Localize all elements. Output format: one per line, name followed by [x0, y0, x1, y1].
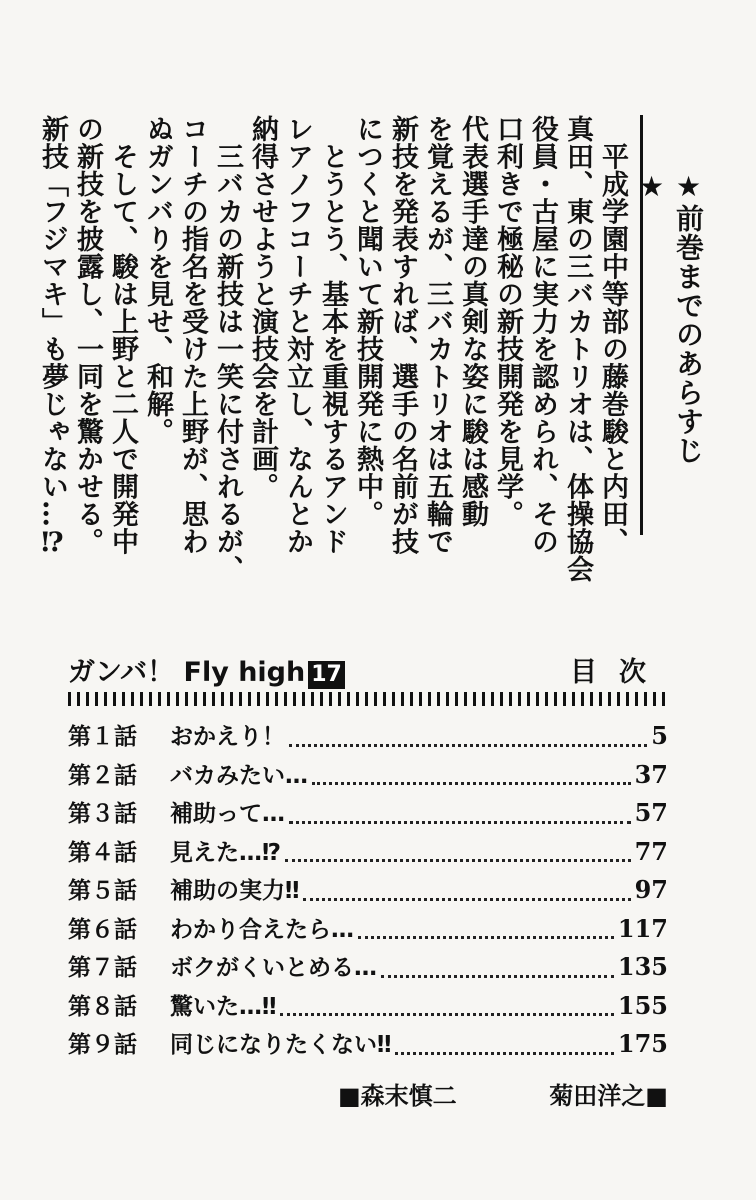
recap-heading: ★前巻までのあらすじ★ [635, 170, 705, 465]
chapter-title: おかえり！ [170, 724, 285, 750]
toc-row [68, 718, 668, 757]
toc-row [68, 795, 668, 834]
series-title: ガンバ！ Fly high [68, 657, 306, 688]
chapter-title: 補助って… [170, 801, 285, 827]
credit-story: ■森末慎二 [338, 1082, 457, 1110]
summary-text: 平成学園中等部の藤巻駿と内田、 真田、東の三バカトリオは、体操協会 役員・古屋に実力を認められ、その 口利きで極秘の新技開発を見学。 代表選手達の真剣な姿に駿は感動 を覚えるが、三バカトリオは五輪で 新技を発表すれば、選手の名前が技 につくと聞いて新技開発に熱中。 とうとう、基本を重視するアンド レアノフコーチと対立し、なんとか 納得させようと演技会を計画。 三バカの新技は一笑に付されるが、 コーチの指名を受けた上野が、思わ ぬガンバりを見せ、和解。 そして、駿は上野と二人で開発中 の新技を披露し、一同を驚かせる。 新技「フジマキ」も夢じゃない…⁉ [37, 115, 628, 583]
chapter-page: 175 [617, 1029, 668, 1058]
chapter-title: ボクがくいとめる… [170, 955, 377, 981]
chapter-title: 同じになりたくない‼ [170, 1032, 392, 1058]
chapter-number: 第６話 [68, 916, 137, 943]
chapter-title: 補助の実力‼ [170, 878, 300, 904]
credits [338, 1076, 668, 1112]
chapter-page: 97 [634, 875, 668, 904]
chapter-title: 驚いた…‼ [170, 993, 277, 1020]
chapter-page: 117 [617, 913, 668, 943]
volume-badge: 17 [308, 661, 345, 689]
chapter-title: わかり合えたら… [170, 916, 354, 943]
toc-row [68, 872, 668, 911]
toc-row [68, 1026, 668, 1065]
toc-row [68, 757, 668, 796]
hatch-divider [68, 692, 668, 706]
chapter-number: 第８話 [68, 993, 137, 1020]
chapter-page: 5 [651, 721, 668, 750]
chapter-number: 第９話 [68, 1032, 137, 1058]
chapter-page: 135 [617, 952, 668, 981]
chapter-page: 57 [634, 798, 668, 827]
chapter-number: 第４話 [68, 839, 137, 866]
dot-leader [395, 1052, 613, 1055]
dot-leader [303, 898, 630, 901]
chapter-number: 第２話 [68, 762, 137, 789]
dot-leader [381, 975, 614, 978]
toc-row [68, 949, 668, 988]
toc-title [68, 650, 345, 689]
dot-leader [285, 859, 631, 862]
chapter-page: 155 [617, 990, 668, 1020]
toc-label: 目次 [570, 657, 668, 688]
chapter-title: バカみたい… [170, 762, 308, 789]
chapter-page: 77 [634, 836, 668, 866]
toc-header [68, 650, 668, 690]
dot-leader [280, 1013, 613, 1016]
dot-leader [289, 744, 647, 747]
toc-row [68, 834, 668, 873]
toc-list [68, 718, 668, 1065]
dot-leader [358, 936, 614, 939]
toc-row [68, 911, 668, 950]
chapter-number: 第１話 [68, 724, 137, 750]
chapter-number: 第５話 [68, 878, 137, 904]
chapter-number: 第７話 [68, 955, 137, 981]
dot-leader [312, 782, 631, 785]
toc-row [68, 988, 668, 1027]
chapter-page: 37 [634, 759, 668, 789]
summary-box [37, 115, 643, 583]
credit-art: 菊田洋之■ [549, 1082, 668, 1110]
chapter-number: 第３話 [68, 801, 137, 827]
chapter-title: 見えた…⁉ [170, 839, 282, 866]
dot-leader [289, 821, 631, 824]
